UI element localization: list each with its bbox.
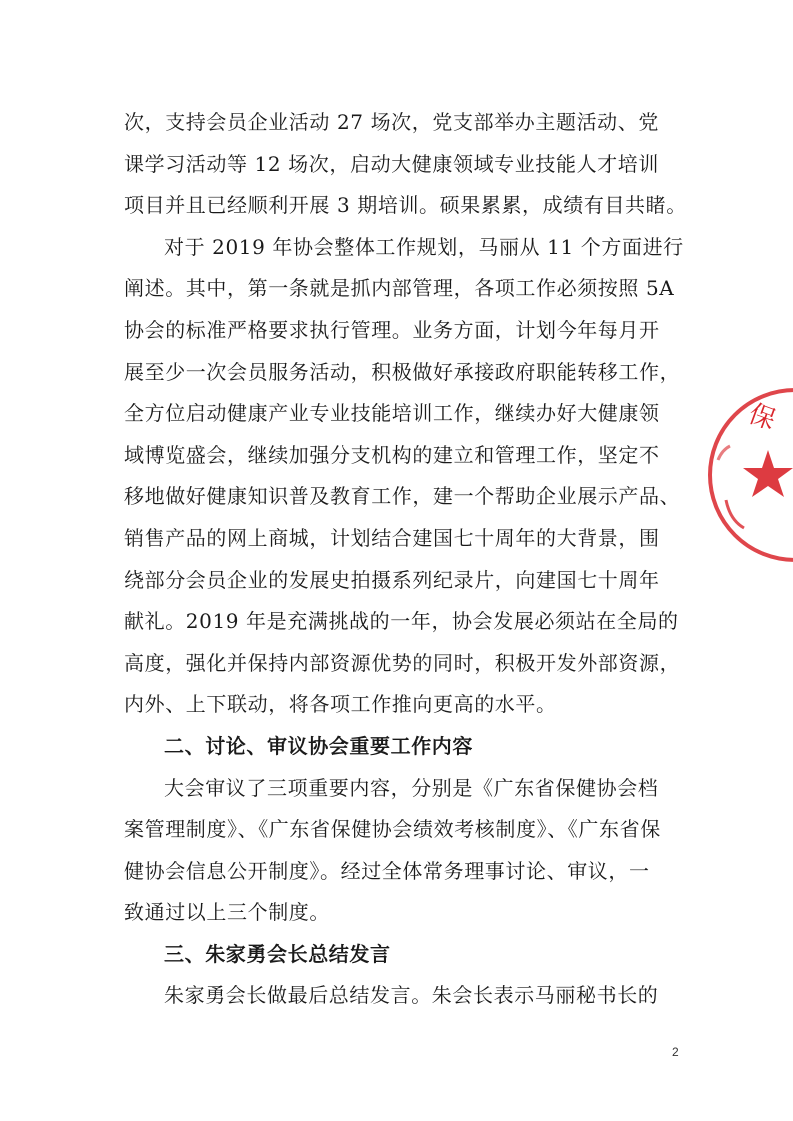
text-line: 健协会信息公开制度》。经过全体常务理事讨论、审议，一 <box>124 858 650 883</box>
text-line: 大会审议了三项重要内容，分别是《广东省保健协会档 <box>164 775 659 800</box>
text-line: 案管理制度》、《广东省保健协会绩效考核制度》、《广东省保 <box>124 817 661 842</box>
text-line: 项目并且已经顺利开展 3 期培训。硕果累累，成绩有目共睹。 <box>124 193 687 218</box>
seal-character: 保 <box>744 398 780 437</box>
text-line: 高度，强化并保持内部资源优势的同时，积极开发外部资源， <box>124 650 681 675</box>
text-line: 全方位启动健康产业专业技能培训工作，继续办好大健康领 <box>124 401 660 426</box>
paragraph-1 <box>124 102 689 227</box>
text-line: 协会的标准严格要求执行管理。业务方面，计划今年每月开 <box>124 317 660 342</box>
paragraph-3 <box>124 768 689 934</box>
paragraph-2 <box>124 227 689 726</box>
text-line: 课学习活动等 12 场次，启动大健康领域专业技能人才培训 <box>124 151 659 176</box>
page-number: 2 <box>672 1045 679 1059</box>
document-body <box>124 102 689 1017</box>
text-line: 销售产品的网上商城，计划结合建国七十周年的大背景，围 <box>124 525 660 550</box>
section-heading-3: 三、朱家勇会长总结发言 <box>164 941 391 966</box>
text-line: 朱家勇会长做最后总结发言。朱会长表示马丽秘书长的 <box>164 983 659 1008</box>
seal-star-icon <box>743 450 793 497</box>
text-line: 致通过以上三个制度。 <box>124 900 330 925</box>
text-line: 域博览盛会，继续加强分支机构的建立和管理工作，坚定不 <box>124 442 660 467</box>
text-line: 移地做好健康知识普及教育工作，建一个帮助企业展示产品、 <box>124 484 681 509</box>
text-line: 阐述。其中，第一条就是抓内部管理，各项工作必须按照 5A <box>124 276 675 301</box>
text-line: 次，支持会员企业活动 27 场次，党支部举办主题活动、党 <box>124 110 659 134</box>
text-line: 内外、上下联动，将各项工作推向更高的水平。 <box>124 692 557 717</box>
text-line: 展至少一次会员服务活动，积极做好承接政府职能转移工作， <box>124 359 681 384</box>
text-line: 对于 2019 年协会整体工作规划，马丽从 11 个方面进行 <box>164 234 684 259</box>
paragraph-4 <box>124 975 689 1017</box>
red-seal-stamp <box>700 380 793 570</box>
section-heading-2: 二、讨论、审议协会重要工作内容 <box>164 733 473 758</box>
text-line: 绕部分会员企业的发展史拍摄系列纪录片，向建国七十周年 <box>124 567 660 592</box>
text-line: 献礼。2019 年是充满挑战的一年，协会发展必须站在全局的 <box>124 609 679 634</box>
